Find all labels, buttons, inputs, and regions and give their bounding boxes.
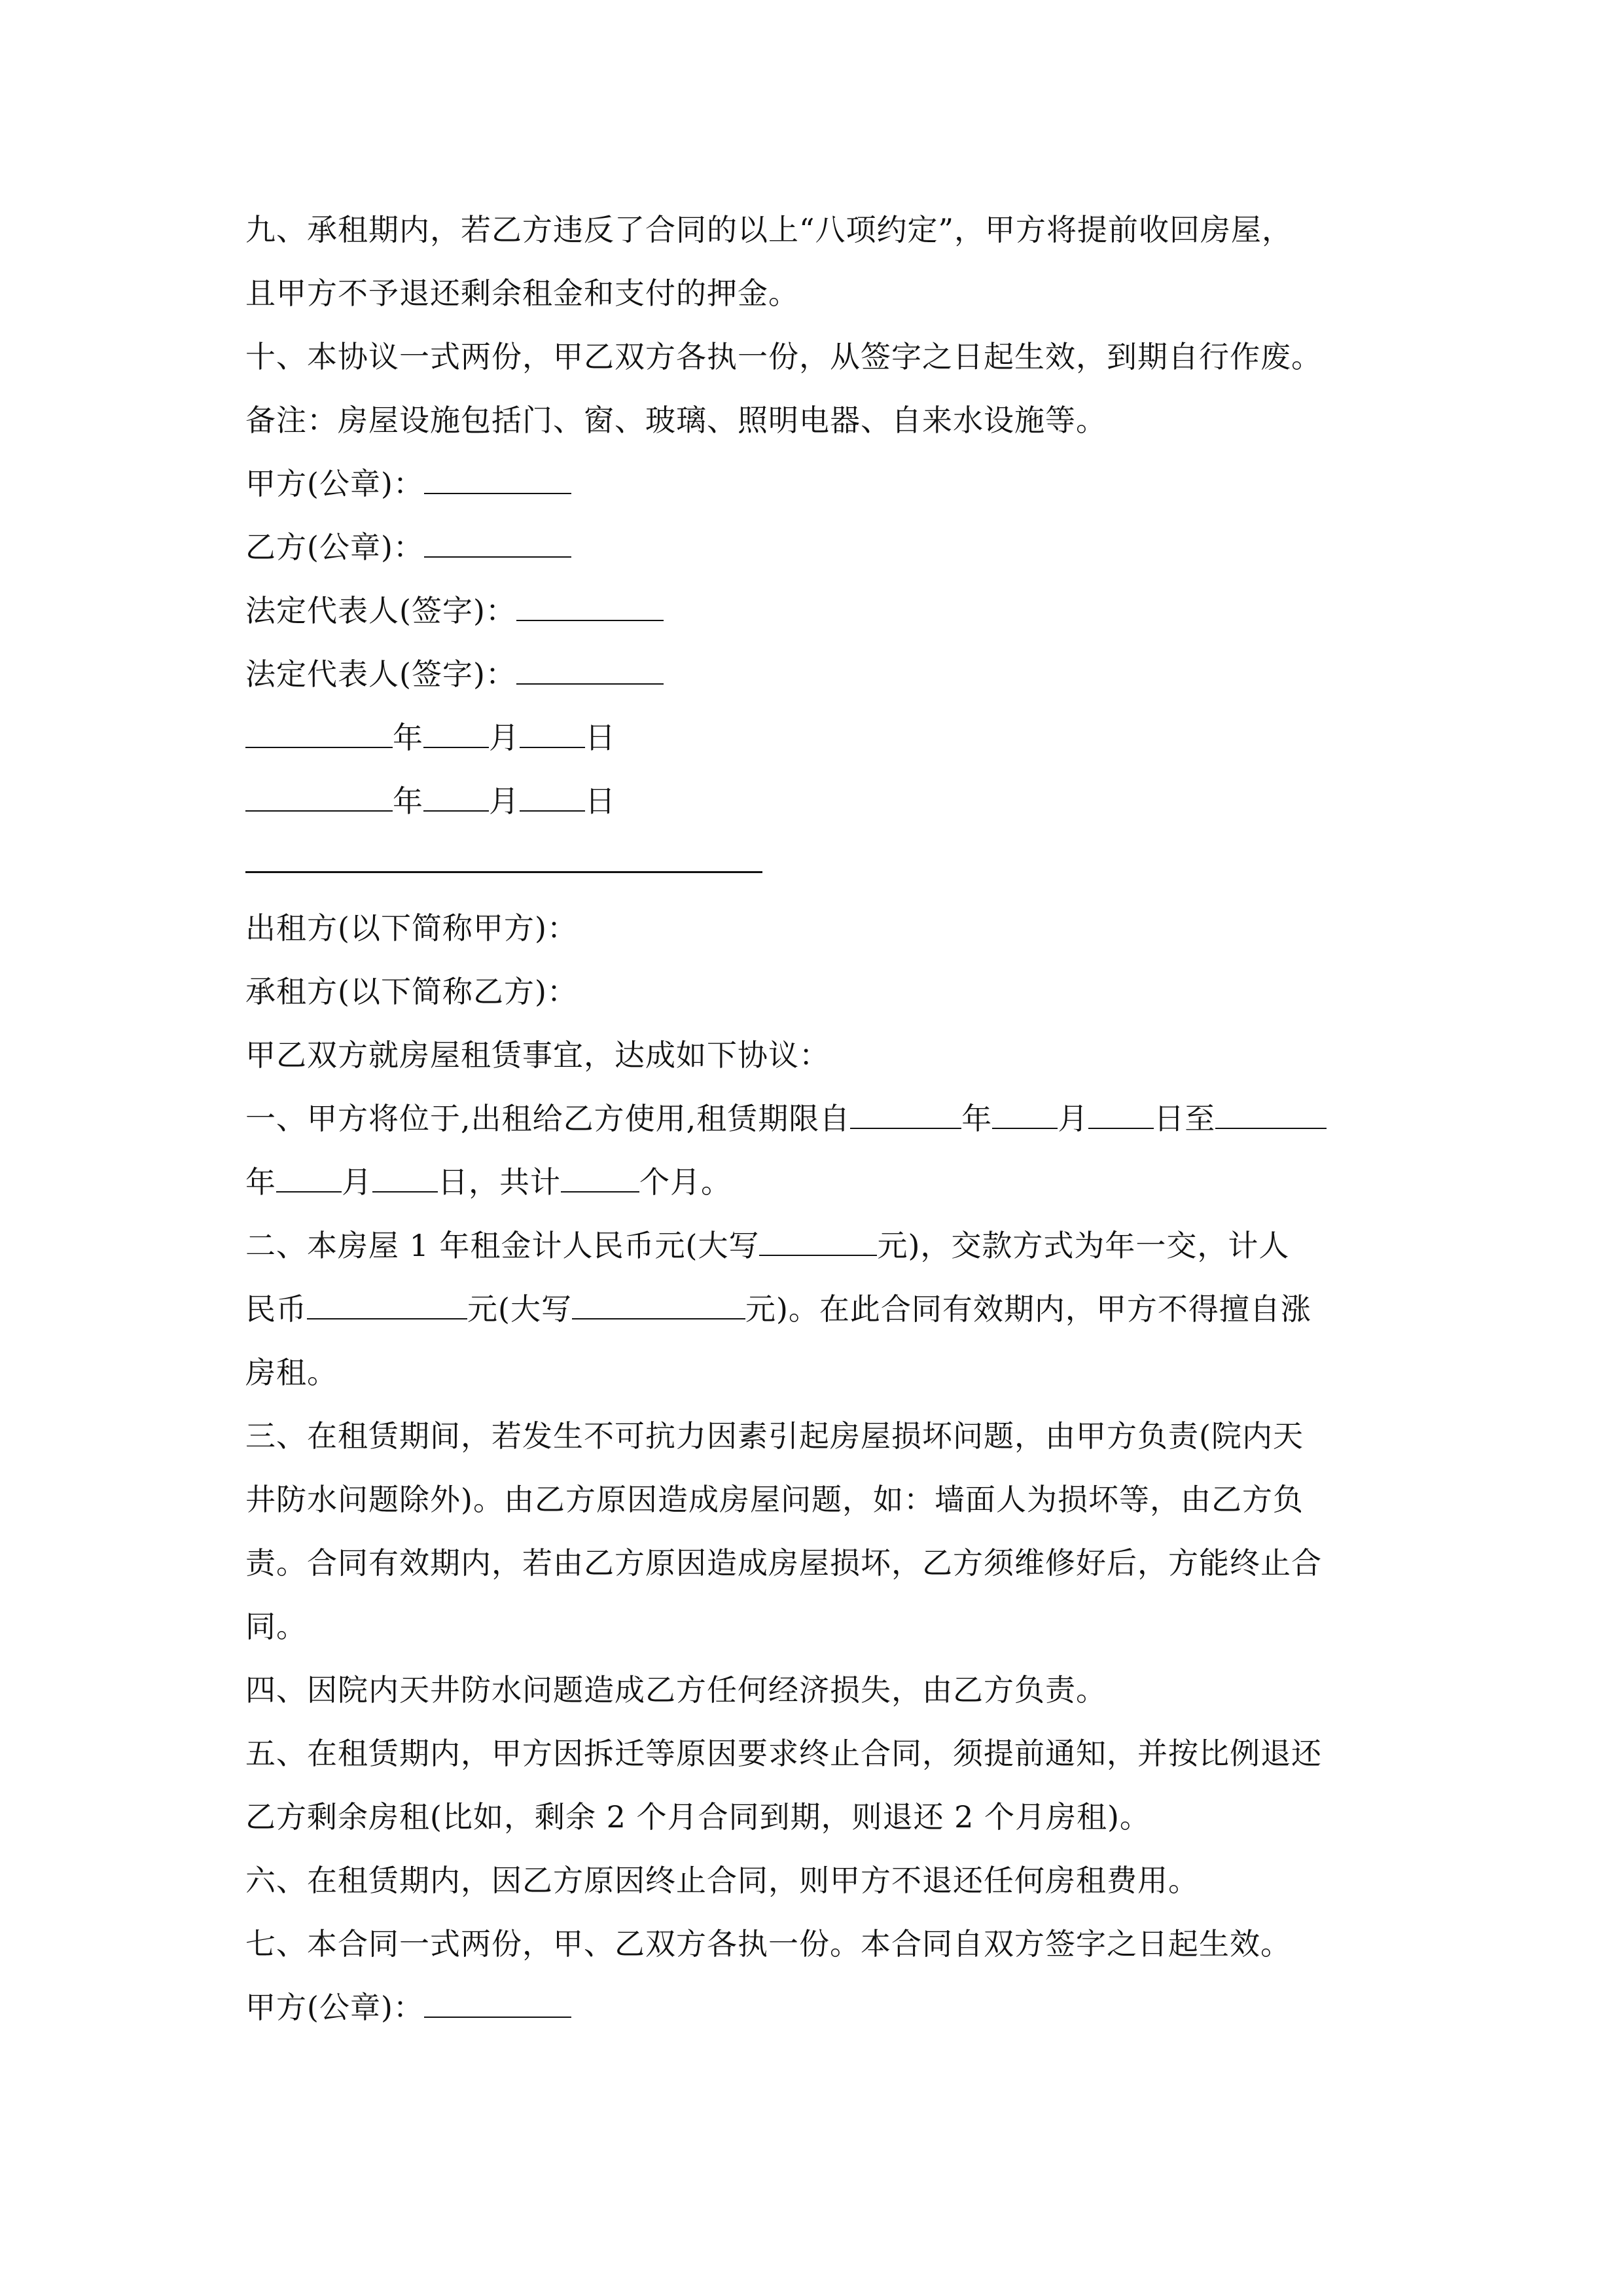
month-label: 月 [342, 1164, 372, 1200]
legal-rep-blank-1 [516, 591, 664, 621]
lessee-line: 承租方(以下简称乙方)： [245, 974, 578, 1009]
day-to-label: 日至 [1154, 1101, 1216, 1136]
clause-6: 六、在租赁期内，因乙方原因终止合同，则甲方不退还任何房租费用。 [245, 1863, 1199, 1898]
remark: 备注：房屋设施包括门、窗、玻璃、照明电器、自来水设施等。 [245, 403, 1107, 438]
party-a-seal-line-2 [245, 1988, 571, 2027]
clause-1-line-1 [245, 1099, 1327, 1138]
clause-3-line-4: 同。 [245, 1609, 307, 1644]
clause-7: 七、本合同一式两份，甲、乙双方各执一份。本合同自双方签字之日起生效。 [245, 1926, 1291, 1962]
rent-capital-blank [759, 1226, 877, 1256]
clause-5-line-2: 乙方剩余房租(比如，剩余 2 个月合同到期，则退还 2 个月房租)。 [245, 1799, 1150, 1835]
payment-amount-blank [307, 1289, 467, 1319]
start-year-blank [850, 1099, 961, 1129]
day-blank [520, 781, 585, 812]
lessor-line: 出租方(以下简称甲方)： [245, 910, 578, 946]
month-blank [423, 781, 489, 812]
party-a-seal-line [245, 464, 571, 503]
clause-2-line-3: 房租。 [245, 1355, 338, 1390]
clause-9-line-2: 且甲方不予退还剩余租金和支付的押金。 [245, 276, 799, 311]
clause-3-line-1: 三、在租赁期间，若发生不可抗力因素引起房屋损坏问题，由甲方负责(院内天 [245, 1418, 1304, 1454]
clause-2-text-3: 民币 [245, 1291, 307, 1327]
year-blank [245, 781, 393, 812]
end-month-blank [276, 1162, 342, 1193]
legal-rep-line-2 [245, 655, 664, 694]
clause-2-line-1 [245, 1226, 1289, 1265]
clause-2-text: 二、本房屋 1 年租金计人民币元(大写 [245, 1228, 760, 1263]
months-label: 个月。 [639, 1164, 732, 1200]
legal-rep-blank-2 [516, 655, 664, 685]
month-label: 月 [489, 720, 520, 755]
clause-1-text: 一、甲方将位于,出租给乙方使用,租赁期限自 [245, 1101, 851, 1136]
year-blank [245, 718, 393, 748]
legal-rep-label-1: 法定代表人(签字)： [245, 593, 516, 628]
party-b-seal-line [245, 528, 571, 567]
month-blank [423, 718, 489, 748]
party-a-seal-blank [424, 464, 571, 494]
legal-rep-line-1 [245, 591, 664, 630]
date-line-1 [245, 718, 616, 757]
clause-10: 十、本协议一式两份，甲乙双方各执一份，从签字之日起生效，到期自行作废。 [245, 339, 1322, 374]
day-blank [520, 718, 585, 748]
clause-3-line-2: 井防水问题除外)。由乙方原因造成房屋问题，如：墙面人为损坏等，由乙方负 [245, 1482, 1304, 1517]
clause-2-line-2 [245, 1289, 1311, 1329]
start-day-blank [1088, 1099, 1154, 1129]
party-b-seal-blank [424, 528, 571, 558]
clause-9-line-1: 九、承租期内，若乙方违反了合同的以上“八项约定”，甲方将提前收回房屋， [245, 212, 1293, 247]
party-a-seal-label: 甲方(公章)： [245, 466, 424, 501]
clause-1-line-2 [245, 1162, 732, 1202]
clause-4: 四、因院内天井防水问题造成乙方任何经济损失，由乙方负责。 [245, 1672, 1107, 1708]
clause-5-line-1: 五、在租赁期内，甲方因拆迁等原因要求终止合同，须提前通知，并按比例退还 [245, 1736, 1322, 1771]
month-label: 月 [1058, 1101, 1089, 1136]
year-label: 年 [245, 1164, 276, 1200]
month-label: 月 [489, 783, 520, 819]
party-a-seal-label: 甲方(公章)： [245, 1990, 424, 2025]
intro-line: 甲乙双方就房屋租赁事宜，达成如下协议： [245, 1037, 830, 1073]
start-month-blank [992, 1099, 1058, 1129]
clause-2-text-2: 元)，交款方式为年一交，计人 [877, 1228, 1290, 1263]
party-a-seal-blank [424, 1988, 571, 2018]
section-separator [245, 871, 762, 873]
total-label: 日，共计 [438, 1164, 561, 1200]
clause-2-text-4: 元(大写 [467, 1291, 572, 1327]
party-b-seal-label: 乙方(公章)： [245, 529, 424, 565]
end-year-blank [1215, 1099, 1327, 1129]
payment-capital-blank [572, 1289, 745, 1319]
year-label: 年 [961, 1101, 993, 1136]
legal-rep-label-2: 法定代表人(签字)： [245, 656, 516, 692]
day-label: 日 [585, 720, 616, 755]
months-blank [561, 1162, 639, 1193]
date-line-2 [245, 781, 616, 821]
year-label: 年 [393, 720, 423, 755]
day-label: 日 [585, 783, 616, 819]
end-day-blank [372, 1162, 438, 1193]
year-label: 年 [393, 783, 423, 819]
clause-3-line-3: 责。合同有效期内，若由乙方原因造成房屋损坏，乙方须维修好后，方能终止合 [245, 1545, 1322, 1581]
clause-2-text-5: 元)。在此合同有效期内，甲方不得擅自涨 [745, 1291, 1311, 1327]
